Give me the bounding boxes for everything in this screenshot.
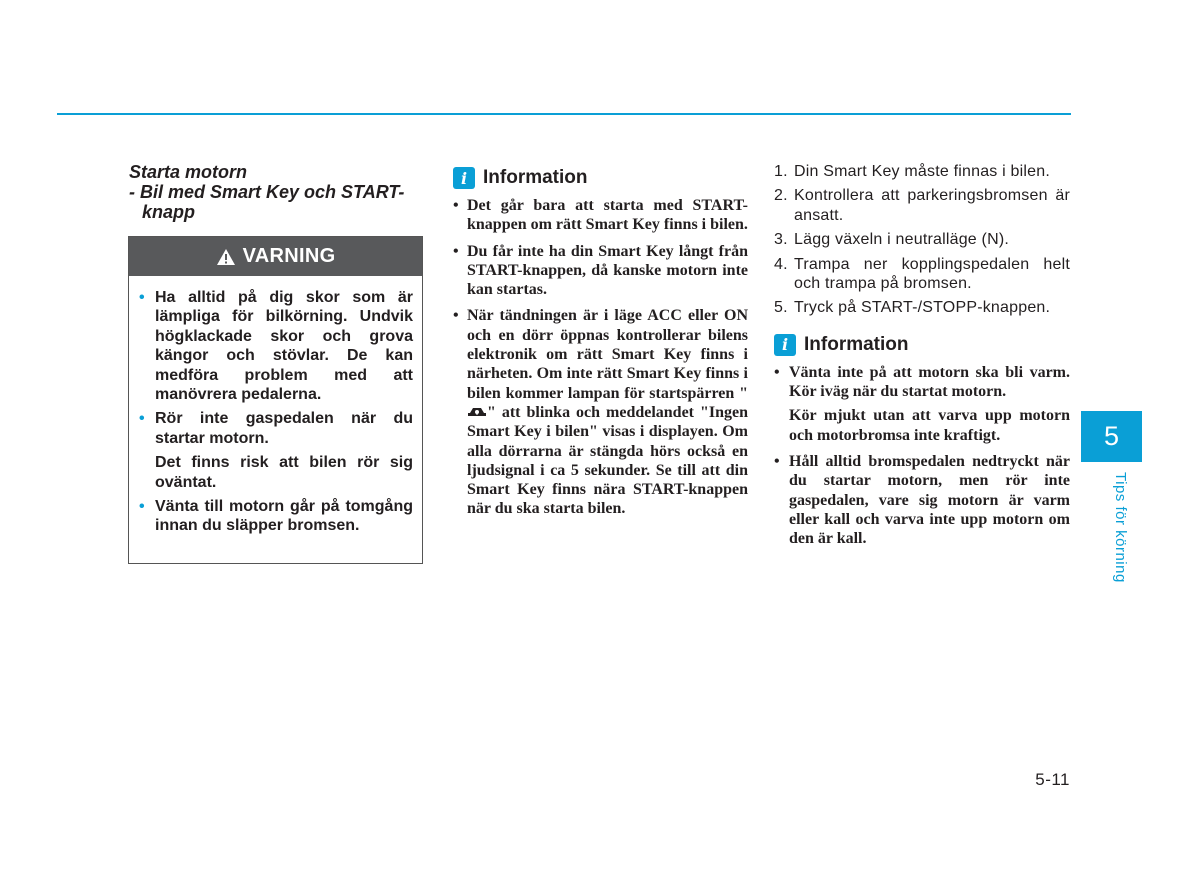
- warning-item: [139, 497, 413, 536]
- warning-item-text: Ha alltid på dig skor som är lämpliga för bilkörning. Undvik högklackade skor och grova kängor och stövlar. De kan medföra problem med att manövrera pedalerna.: [155, 289, 413, 404]
- car-key-icon: [467, 405, 487, 419]
- chapter-title: Tips för körning: [1112, 472, 1129, 583]
- info-item-text-before: När tändningen är i läge ACC eller ON och en dörr öppnas kontrollerar bilens elektronik om rätt Smart Key finns i närheten. Om inte rätt Smart Key finns i bilen kommer lampan för startspärren ": [467, 307, 748, 402]
- step-text: Din Smart Key måste finnas i bilen.: [794, 163, 1050, 180]
- info-heading: [774, 333, 1070, 357]
- bullet-icon: •: [453, 242, 459, 260]
- info-icon: i: [453, 167, 475, 189]
- info-item-text: Vänta inte på att motorn ska bli varm. Kör iväg när du startat motorn.: [789, 363, 1070, 401]
- info-item-text: Det går bara att starta med START-knappen om rätt Smart Key finns i bilen.: [467, 197, 748, 234]
- step-text: Tryck på START-/STOPP-knappen.: [794, 299, 1051, 317]
- info-item-text: Håll alltid bromspedalen nedtryckt när du startar motorn, men rör inte gaspedalen, vare sig motorn är varm eller kall och varva inte upp motorn om den är kall.: [789, 453, 1070, 548]
- info-item-extra: Kör mjukt utan att varva upp motorn och motorbromsa inte kraftigt.: [789, 407, 1070, 444]
- info-block-2: [774, 333, 1070, 549]
- info-list: [774, 363, 1070, 549]
- middle-column: [453, 166, 748, 526]
- chapter-number: 5: [1103, 421, 1120, 451]
- warning-item: [139, 288, 413, 404]
- info-item: [774, 363, 1070, 445]
- steps-list: [774, 162, 1070, 318]
- bullet-icon: •: [139, 498, 145, 516]
- step-text: Trampa ner kopplingspedalen helt och trampa på bromsen.: [794, 255, 1070, 293]
- bullet-icon: •: [774, 363, 780, 381]
- step-item: [774, 230, 1070, 249]
- warning-header: [129, 237, 422, 276]
- info-item: [453, 306, 748, 518]
- warning-item: [139, 409, 413, 492]
- info-item: [453, 196, 748, 235]
- info-heading: [453, 166, 748, 190]
- bullet-icon: •: [453, 307, 459, 325]
- step-item: [774, 298, 1070, 317]
- info-title: Information: [483, 167, 588, 188]
- warning-title: VARNING: [242, 245, 336, 267]
- info-item: [774, 452, 1070, 548]
- step-number: 5.: [774, 299, 788, 317]
- section-title: Starta motorn: [129, 162, 248, 182]
- section-heading: [129, 162, 425, 222]
- info-list: [453, 196, 748, 519]
- step-text: Lägg växeln i neutralläge (N).: [794, 231, 1010, 249]
- right-column: [774, 162, 1070, 556]
- bullet-icon: •: [139, 289, 145, 306]
- info-title: Information: [804, 333, 909, 355]
- step-text: Kontrollera att parkeringsbromsen är ansatt.: [794, 187, 1070, 224]
- warning-list: [129, 276, 422, 536]
- info-icon: i: [774, 334, 796, 356]
- step-number: 4.: [774, 255, 788, 273]
- step-number: 1.: [774, 163, 788, 180]
- warning-item-text: Vänta till motorn går på tomgång innan du släpper bromsen.: [155, 498, 413, 535]
- step-number: 3.: [774, 231, 788, 249]
- info-item: [453, 242, 748, 300]
- warning-triangle-icon: [216, 248, 236, 266]
- left-column: [129, 162, 425, 222]
- step-item: [774, 186, 1070, 225]
- bullet-icon: •: [774, 453, 780, 471]
- step-item: [774, 255, 1070, 294]
- step-item: [774, 162, 1070, 181]
- bullet-icon: •: [139, 410, 145, 428]
- step-number: 2.: [774, 187, 788, 205]
- warning-box: [128, 236, 423, 564]
- info-item-text: Du får inte ha din Smart Key långt från START-knappen, då kanske motorn inte kan startas.: [467, 242, 748, 299]
- header-rule: [57, 113, 1071, 115]
- chapter-tab: [1081, 411, 1142, 462]
- info-item-text-after: " att blinka och meddelandet "Ingen Smart Key i bilen" visas i displayen. Om alla dörrarna är stängda hörs också en ljudsignal i ca 5 sekunder. Se till att din Smart Key finns nära START-knappen när du ska starta bilen.: [467, 403, 748, 518]
- section-subtitle: - Bil med Smart Key och START-knapp: [129, 182, 405, 222]
- bullet-icon: •: [453, 197, 459, 214]
- page-number: 5-11: [1035, 770, 1070, 789]
- warning-item-extra: Det finns risk att bilen rör sig oväntat.: [155, 454, 413, 491]
- warning-item-text: Rör inte gaspedalen när du startar motorn.: [155, 410, 413, 447]
